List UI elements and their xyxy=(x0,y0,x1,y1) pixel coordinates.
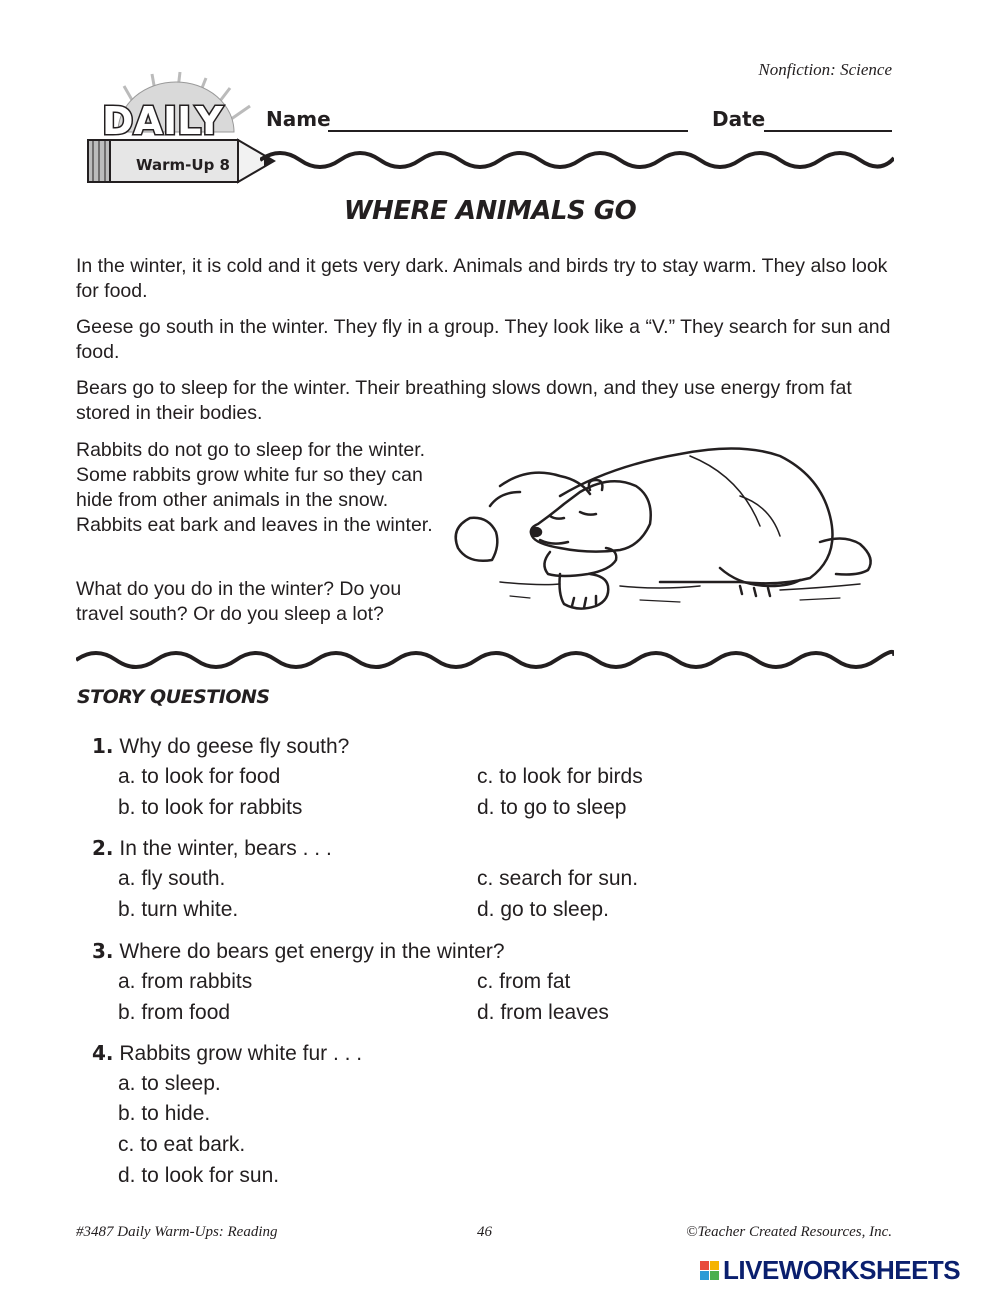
logo-tile xyxy=(700,1271,709,1280)
answer-option[interactable]: b. from food xyxy=(118,1001,231,1024)
logo-tile xyxy=(710,1271,719,1280)
answer-option[interactable]: a. to sleep. xyxy=(118,1072,221,1095)
subject-label: Nonfiction: Science xyxy=(758,60,892,79)
answer-option[interactable]: c. to look for birds xyxy=(477,765,643,788)
answer-option[interactable]: c. to eat bark. xyxy=(118,1133,246,1156)
answer-option[interactable]: a. to look for food xyxy=(118,765,281,788)
paragraph-intro: In the winter, it is cold and it gets very dark. Animals and birds try to stay warm. They also look for food. xyxy=(76,255,888,302)
page-title: WHERE ANIMALS GO xyxy=(343,196,637,226)
question-1 xyxy=(92,733,349,760)
logo-tile xyxy=(710,1261,719,1270)
liveworksheets-text: LIVEWORKSHEETS xyxy=(723,1254,961,1285)
story-questions-title: STORY QUESTIONS xyxy=(77,686,270,708)
sleeping-bear-illustration xyxy=(440,436,885,626)
question-number: 3. xyxy=(92,939,114,963)
name-field[interactable] xyxy=(328,130,688,132)
answer-option[interactable]: d. to look for sun. xyxy=(118,1164,280,1187)
question-number: 4. xyxy=(92,1041,114,1065)
paragraph-question: What do you do in the winter? Do you travel south? Or do you sleep a lot? xyxy=(76,578,402,625)
question-text: Rabbits grow white fur . . . xyxy=(119,1042,363,1065)
question-text: Why do geese fly south? xyxy=(119,735,350,758)
question-text: In the winter, bears . . . xyxy=(119,837,332,860)
question-number: 2. xyxy=(92,836,114,860)
answer-option[interactable]: a. fly south. xyxy=(118,867,226,890)
paragraph-geese: Geese go south in the winter. They fly in a group. They look like a “V.” They search for sun and food. xyxy=(76,316,891,363)
question-number: 1. xyxy=(92,734,114,758)
liveworksheets-brand[interactable] xyxy=(700,1256,960,1284)
answer-option[interactable]: a. from rabbits xyxy=(118,970,253,993)
answer-option[interactable]: b. turn white. xyxy=(118,898,239,921)
question-4 xyxy=(92,1040,362,1067)
name-label: Name xyxy=(266,107,331,131)
footer-right: ©Teacher Created Resources, Inc. xyxy=(686,1224,892,1240)
answer-option[interactable]: d. to go to sleep xyxy=(477,796,627,819)
question-2 xyxy=(92,835,332,862)
answer-option[interactable]: d. go to sleep. xyxy=(477,898,609,921)
question-text: Where do bears get energy in the winter? xyxy=(119,940,505,963)
wave-divider xyxy=(76,646,894,674)
paragraph-bears: Bears go to sleep for the winter. Their breathing slows down, and they use energy from fat stored in their bodies. xyxy=(76,377,852,424)
date-field[interactable] xyxy=(764,130,892,132)
answer-option[interactable]: d. from leaves xyxy=(477,1001,609,1024)
daily-warmup-logo xyxy=(78,70,288,190)
answer-option[interactable]: b. to look for rabbits xyxy=(118,796,303,819)
header-wave-divider xyxy=(260,146,894,174)
answer-option[interactable]: c. search for sun. xyxy=(477,867,639,890)
answer-option[interactable]: c. from fat xyxy=(477,970,571,993)
logo-word: DAILY xyxy=(102,99,223,143)
paragraph-rabbits: Rabbits do not go to sleep for the winter. Some rabbits grow white fur so they can hide from other animals in the snow. Rabbits eat bark and leaves in the winter. xyxy=(76,439,433,536)
footer-left: #3487 Daily Warm-Ups: Reading xyxy=(76,1224,278,1240)
logo-tile xyxy=(700,1261,709,1270)
page-number: 46 xyxy=(477,1224,492,1240)
answer-option[interactable]: b. to hide. xyxy=(118,1102,211,1125)
date-label: Date xyxy=(712,107,766,131)
warmup-label: Warm-Up 8 xyxy=(136,156,230,174)
sun-pencil-icon xyxy=(78,70,288,190)
liveworksheets-logo-icon xyxy=(700,1261,719,1280)
question-3 xyxy=(92,938,505,965)
